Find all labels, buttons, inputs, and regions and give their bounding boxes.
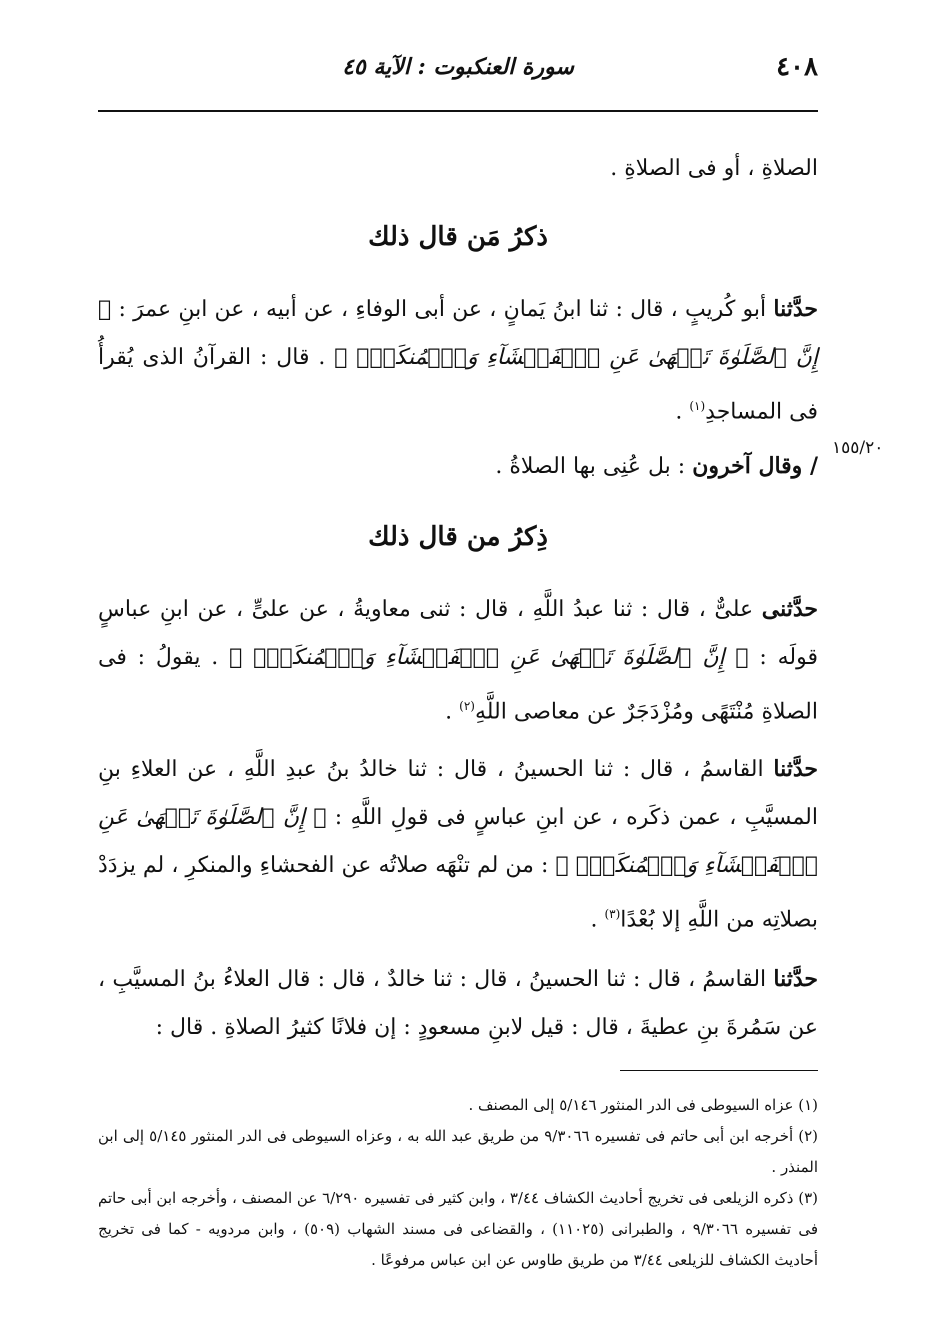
margin-reference: ١٥٥/٢٠ bbox=[832, 438, 884, 458]
section-heading-2: ذِكرُ من قال ذلك bbox=[368, 522, 548, 552]
quran-verse: ﴿ إِنَّ ٱلصَّلَوٰةَ تَنۡهَىٰ عَنِ ٱلۡفَحۡشَآءِ وَٱلۡمُنكَرِۗ ﴾ bbox=[98, 297, 818, 370]
quran-verse: ﴿ إِنَّ ٱلصَّلَوٰةَ تَنۡهَىٰ عَنِ ٱلۡفَحۡشَآءِ وَٱلۡمُنكَرِۗ ﴾ bbox=[229, 645, 749, 670]
running-header bbox=[98, 52, 818, 98]
isnad-text: القاسمُ ، قال : ثنا الحسينُ ، قال : ثنا خالدُ بنُ عبدِ اللَّهِ ، عن العلاءِ بنِ المسيَّبِ ، عمن ذكَره ، عن ابنِ عباسٍ فى قولِ اللَّهِ : bbox=[98, 757, 818, 830]
paragraph-text: : بل عُنِى بها الصلاةُ . bbox=[495, 454, 693, 479]
section-heading-1: ذكرُ مَن قال ذلك bbox=[368, 222, 548, 252]
quran-verse: ﴿ إِنَّ ٱلصَّلَوٰةَ تَنۡهَىٰ عَنِ ٱلۡفَحۡشَآءِ وَٱلۡمُنكَرِۗ ﴾ bbox=[98, 805, 818, 878]
isnad-text: القاسمُ ، قال : ثنا الحسينُ ، قال : ثنا خالدٌ ، قال : قال العلاءُ بنُ المسيَّبِ ، عن سَمُرةَ بنِ عطيةَ ، قال : قيل لابنِ مسعودٍ : إن فلانًا كثيرُ الصلاةِ . قال : bbox=[98, 967, 818, 1040]
paragraph-3 bbox=[98, 585, 818, 736]
paragraph-2 bbox=[98, 442, 818, 491]
isnad-text: علىٌّ ، قال : ثنا عبدُ اللَّهِ ، قال : ثنى معاويةُ ، عن علىٍّ ، عن ابنِ عباسٍ قولَه : bbox=[98, 597, 818, 670]
page-number: ٤٠٨ bbox=[776, 52, 818, 82]
paragraph-5 bbox=[98, 955, 818, 1052]
running-title: سورة العنكبوت : الآية ٤٥ bbox=[342, 54, 574, 80]
commentary-text: . يقولُ : فى الصلاةِ مُنْتَهًى ومُزْدَجَرٌ عن معاصى اللَّهِ bbox=[98, 645, 818, 725]
paragraph-continuation: الصلاةِ ، أو فى الصلاةِ . bbox=[610, 156, 818, 181]
paragraph-4 bbox=[98, 745, 818, 944]
footnote-1: (١) عزاه السيوطى فى الدر المنثور ٥/١٤٦ إلى المصنف . bbox=[468, 1096, 818, 1114]
narration-lead: حدَّثنا bbox=[773, 966, 818, 992]
footnote-ref-2: (٢) bbox=[459, 699, 475, 713]
paragraph-1 bbox=[98, 285, 818, 436]
footnote-rule bbox=[620, 1070, 818, 1071]
sentence-end: . bbox=[590, 907, 605, 933]
footnotes bbox=[98, 1090, 818, 1276]
narration-lead: / وقال آخرون bbox=[692, 453, 818, 479]
footnote-3: (٣) ذكره الزيلعى فى تخريج أحاديث الكشاف ٣/٤٤ ، وابن كثير فى تفسيره ٦/٢٩٠ عن المصنف ، وأخرجه ابن أبى حاتم فى تفسيره ٩/٣٠٦٦ ، والطبرانى (١١٠٢٥) ، والقضاعى فى مسند الشهاب (٥٠٩) ، وابن مردويه - كما فى تخريج أحاديث الكشاف للزيلعى ٣/٤٤ من طريق طاوس عن ابن عباس مرفوعًا . bbox=[98, 1189, 819, 1269]
sentence-end: . bbox=[675, 399, 690, 425]
commentary-text: . قال : القرآنُ الذى يُقرأُ فى المساجدِ bbox=[98, 345, 818, 425]
footnote-2: (٢) أخرجه ابن أبى حاتم فى تفسيره ٩/٣٠٦٦ من طريق عبد الله به ، وعزاه السيوطى فى الدر المنثور ٥/١٤٥ إلى ابن المنذر . bbox=[98, 1127, 818, 1176]
narration-lead: حدَّثنا bbox=[773, 296, 818, 322]
narration-lead: حدَّثنى bbox=[761, 596, 818, 622]
isnad-text: أبو كُريبٍ ، قال : ثنا ابنُ يَمانٍ ، عن أبى الوفاءِ ، عن أبيه ، عن ابنِ عمرَ : bbox=[111, 297, 774, 322]
narration-lead: حدَّثنا bbox=[773, 756, 818, 782]
sentence-end: . bbox=[445, 699, 460, 725]
footnote-ref-3: (٣) bbox=[604, 907, 621, 921]
header-rule bbox=[98, 110, 818, 112]
footnote-ref-1: (١) bbox=[689, 399, 706, 413]
commentary-text: : من لم تنْهَه صلاتُه عن الفحشاءِ والمنكرِ ، لم يزدَدْ بصلاتِه من اللَّهِ إلا بُعْدًا bbox=[98, 853, 818, 933]
